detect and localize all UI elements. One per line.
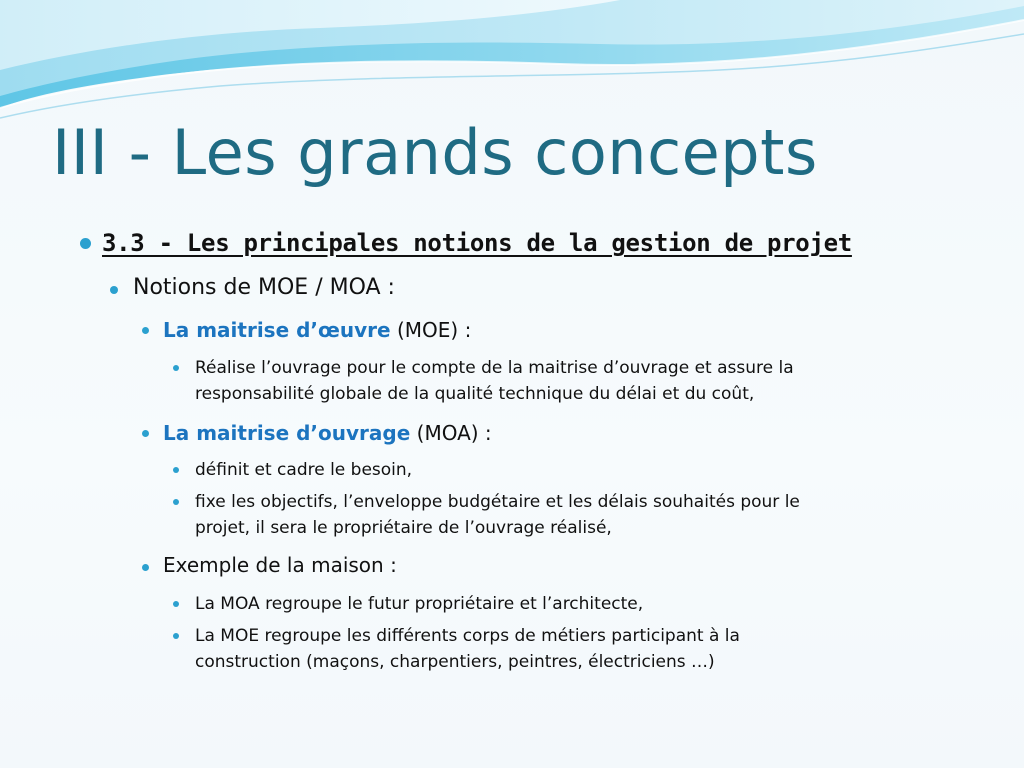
slide-title: III - Les grands concepts [52, 116, 818, 189]
level3-bullet [142, 564, 149, 571]
level1-bullet [80, 238, 91, 249]
level4-bullet [173, 467, 179, 473]
level3-bullet [142, 327, 149, 334]
subheading-moe-moa: Notions de MOE / MOA : [133, 275, 395, 300]
level4-bullet [173, 365, 179, 371]
level3-bullet [142, 430, 149, 437]
example-item-2-line1: La MOE regroupe les différents corps de métiers participant à la [195, 626, 740, 646]
level2-bullet [110, 286, 118, 294]
moe-item [163, 318, 471, 342]
example-heading: Exemple de la maison : [163, 553, 397, 577]
example-item-1: La MOA regroupe le futur propriétaire et l’architecte, [195, 594, 644, 614]
section-heading: 3.3 - Les principales notions de la gestion de projet [102, 229, 852, 257]
level4-bullet [173, 601, 179, 607]
moe-detail-line1: Réalise l’ouvrage pour le compte de la maitrise d’ouvrage et assure la [195, 358, 794, 378]
level4-bullet [173, 633, 179, 639]
moa-detail-2-line1: fixe les objectifs, l’enveloppe budgétaire et les délais souhaités pour le [195, 492, 800, 512]
level4-bullet [173, 499, 179, 505]
moa-term: La maitrise d’ouvrage [163, 421, 411, 445]
moe-term: La maitrise d’œuvre [163, 318, 391, 342]
moa-detail-2-line2: projet, il sera le propriétaire de l’ouvrage réalisé, [195, 518, 612, 538]
example-item-2-line2: construction (maçons, charpentiers, peintres, électriciens …) [195, 652, 715, 672]
moe-suffix: (MOE) : [390, 318, 472, 342]
moa-detail-1: définit et cadre le besoin, [195, 460, 413, 480]
moa-suffix: (MOA) : [410, 421, 492, 445]
moa-item [163, 421, 492, 445]
moe-detail-line2: responsabilité globale de la qualité technique du délai et du coût, [195, 384, 755, 404]
